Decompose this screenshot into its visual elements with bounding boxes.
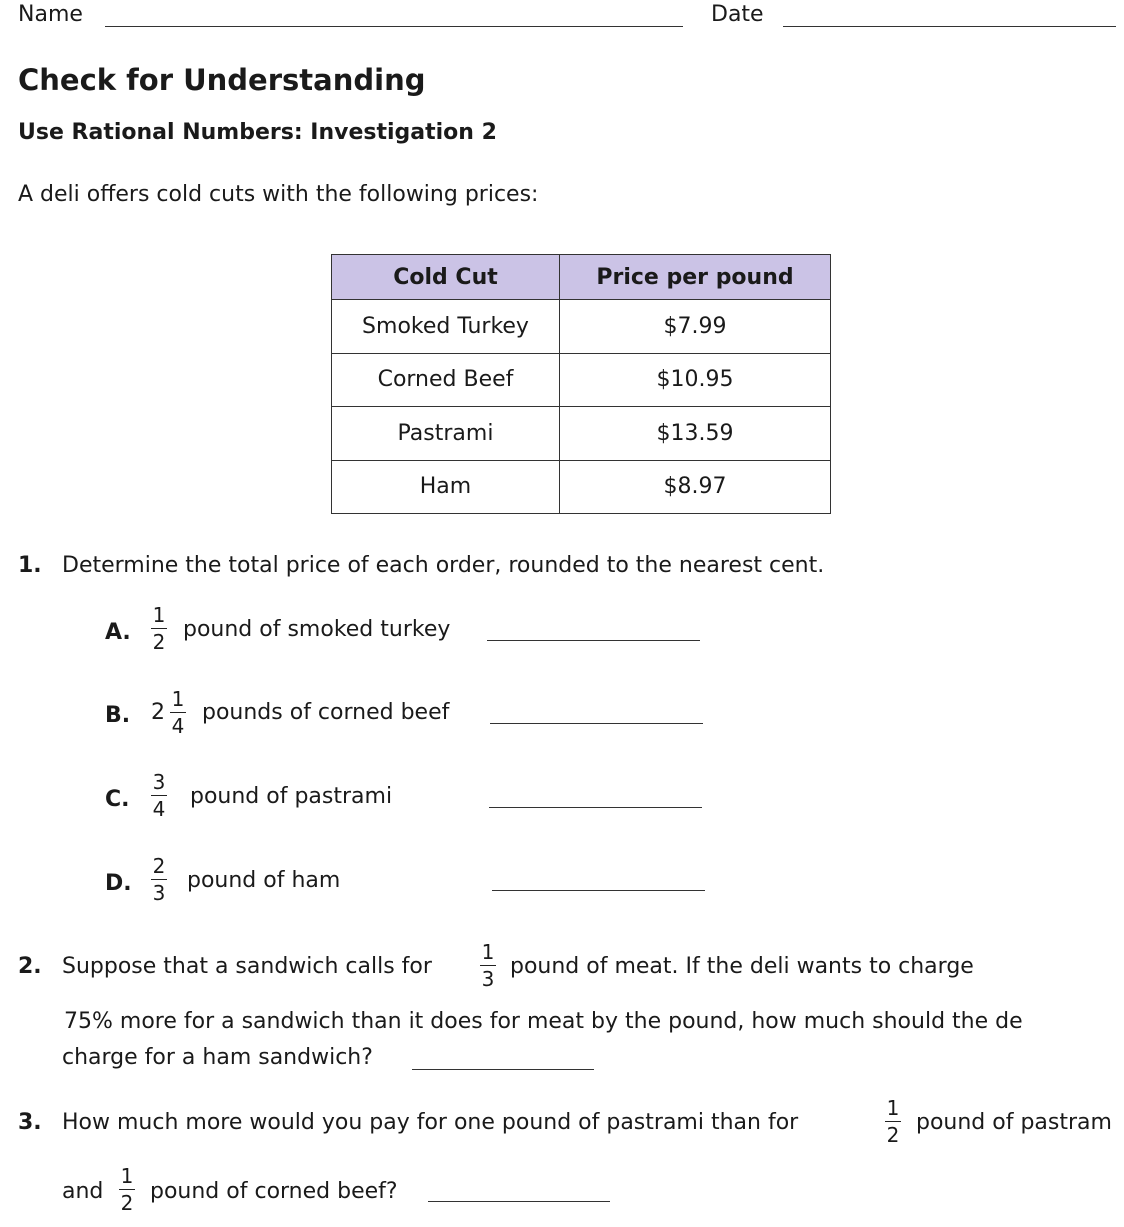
fraction-numerator: 1 xyxy=(152,603,166,627)
question-3-fraction-2 xyxy=(116,1166,138,1215)
question-3-text-b: pound of pastram xyxy=(916,1110,1112,1135)
question-1-text: Determine the total price of each order, rounded to the nearest cent. xyxy=(62,553,825,578)
price-cell: $8.97 xyxy=(560,460,831,514)
fraction-denominator: 2 xyxy=(886,1123,900,1147)
question-2-line-3: charge for a ham sandwich? xyxy=(62,1045,373,1070)
fraction-denominator: 3 xyxy=(481,967,495,991)
cold-cut-cell: Corned Beef xyxy=(332,353,560,407)
part-b-fraction xyxy=(167,689,189,738)
fraction-numerator: 1 xyxy=(886,1096,900,1120)
column-header: Cold Cut xyxy=(332,255,560,300)
question-2-text-a: Suppose that a sandwich calls for xyxy=(62,954,432,979)
question-3-answer-line[interactable] xyxy=(428,1201,610,1202)
table-row xyxy=(332,460,831,514)
part-c-fraction xyxy=(148,772,170,821)
question-3-fraction-1 xyxy=(882,1098,904,1147)
part-a-letter: A. xyxy=(105,620,131,645)
question-3-text-a: How much more would you pay for one pound of pastrami than for xyxy=(62,1110,799,1135)
name-line[interactable] xyxy=(105,26,683,27)
name-label: Name xyxy=(18,2,83,27)
intro-text: A deli offers cold cuts with the following prices: xyxy=(18,182,539,207)
cold-cut-cell: Ham xyxy=(332,460,560,514)
date-label: Date xyxy=(711,2,764,27)
question-2-text-b: pound of meat. If the deli wants to charge xyxy=(510,954,974,979)
question-2-answer-line[interactable] xyxy=(412,1069,594,1070)
cold-cut-cell: Pastrami xyxy=(332,407,560,461)
fraction-denominator: 4 xyxy=(171,714,185,738)
fraction-numerator: 1 xyxy=(481,940,495,964)
price-cell: $10.95 xyxy=(560,353,831,407)
table-row xyxy=(332,353,831,407)
part-b-answer-line[interactable] xyxy=(490,723,703,724)
page-title: Check for Understanding xyxy=(18,63,426,97)
part-a-text: pound of smoked turkey xyxy=(183,617,451,642)
fraction-denominator: 4 xyxy=(152,797,166,821)
table-row xyxy=(332,300,831,354)
date-line[interactable] xyxy=(783,26,1116,27)
question-2-number: 2. xyxy=(18,954,42,979)
fraction-numerator: 3 xyxy=(152,770,166,794)
part-b-letter: B. xyxy=(105,703,131,728)
fraction-denominator: 3 xyxy=(152,881,166,905)
fraction-denominator: 2 xyxy=(120,1191,134,1215)
fraction-denominator: 2 xyxy=(152,630,166,654)
question-2-fraction xyxy=(477,942,499,991)
part-d-text: pound of ham xyxy=(187,868,341,893)
part-d-answer-line[interactable] xyxy=(492,890,705,891)
part-c-letter: C. xyxy=(105,787,130,812)
part-b-whole: 2 xyxy=(151,700,165,725)
fraction-numerator: 1 xyxy=(171,687,185,711)
column-header: Price per pound xyxy=(560,255,831,300)
cold-cut-cell: Smoked Turkey xyxy=(332,300,560,354)
page-subtitle: Use Rational Numbers: Investigation 2 xyxy=(18,120,497,145)
question-3-number: 3. xyxy=(18,1110,42,1135)
part-d-letter: D. xyxy=(105,871,132,896)
fraction-numerator: 2 xyxy=(152,854,166,878)
question-2-line-2: 75% more for a sandwich than it does for meat by the pound, how much should the de xyxy=(64,1009,1023,1034)
question-3-line-2-b: pound of corned beef? xyxy=(150,1179,398,1204)
price-table xyxy=(331,254,831,514)
table-header-row xyxy=(332,255,831,300)
price-cell: $13.59 xyxy=(560,407,831,461)
part-c-text: pound of pastrami xyxy=(190,784,393,809)
table-row xyxy=(332,407,831,461)
price-cell: $7.99 xyxy=(560,300,831,354)
fraction-numerator: 1 xyxy=(120,1164,134,1188)
question-1-number: 1. xyxy=(18,553,42,578)
part-b-text: pounds of corned beef xyxy=(202,700,450,725)
question-3-line-2-a: and xyxy=(62,1179,104,1204)
part-d-fraction xyxy=(148,856,170,905)
part-a-answer-line[interactable] xyxy=(487,640,700,641)
part-a-fraction xyxy=(148,605,170,654)
part-c-answer-line[interactable] xyxy=(489,807,702,808)
